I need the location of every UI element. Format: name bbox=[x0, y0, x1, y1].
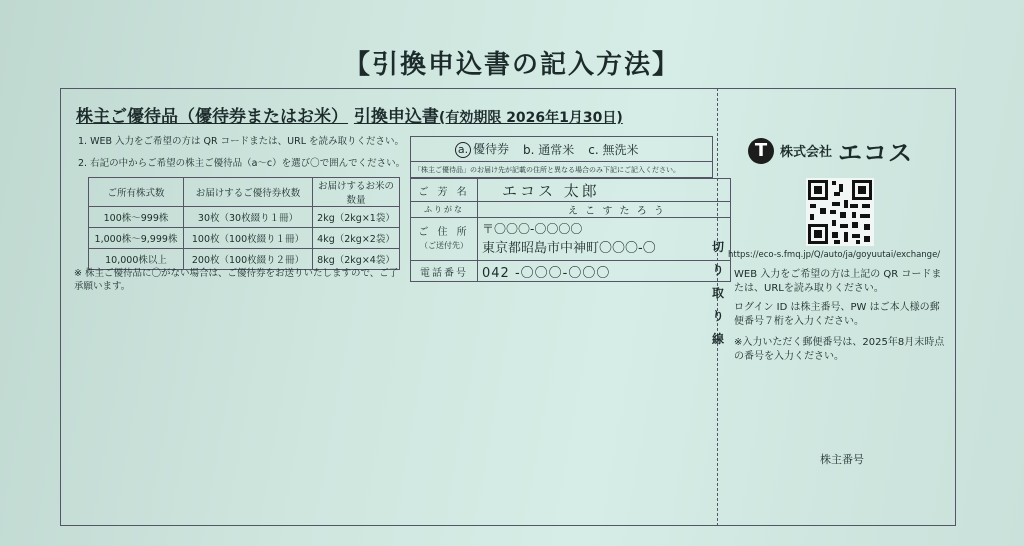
table-cell: 8kg（2kg×4袋） bbox=[313, 249, 400, 270]
table-row bbox=[89, 207, 400, 228]
page-title: 【引換申込書の記入方法】 bbox=[343, 50, 680, 80]
table-header: ご所有株式数 bbox=[89, 178, 184, 207]
address-label: ご 住 所 bbox=[418, 227, 470, 238]
instruction-1: 1. WEB 入力をご希望の方は QR コードまたは、URL を読み取りください。 bbox=[78, 136, 405, 147]
table-cell: 1,000株〜9,999株 bbox=[89, 228, 184, 249]
company-type: 株式会社 bbox=[780, 145, 833, 160]
table-cell: 30枚（30枚綴り１冊） bbox=[184, 207, 313, 228]
selected-circle: a. bbox=[455, 142, 471, 158]
table-cell: 4kg（2kg×2袋） bbox=[313, 228, 400, 249]
brand bbox=[748, 133, 913, 168]
name-value[interactable]: エコス 太郎 bbox=[478, 179, 731, 202]
address-value: 東京都昭島市中神町〇〇〇-〇 bbox=[482, 241, 656, 256]
postal-code: 〒〇〇〇-〇〇〇〇 bbox=[482, 222, 583, 236]
reward-table bbox=[88, 177, 400, 270]
table-header: お届けするご優待券枚数 bbox=[184, 178, 313, 207]
cut-char: 線 bbox=[711, 332, 724, 346]
shareholder-number-label: 株主番号 bbox=[820, 453, 864, 466]
entry-form bbox=[410, 178, 731, 282]
name-row bbox=[411, 179, 731, 202]
table-row bbox=[89, 228, 400, 249]
table-cell: 200枚（100枚綴り２冊） bbox=[184, 249, 313, 270]
option-box bbox=[410, 136, 713, 162]
option-a-label: 優待券 bbox=[473, 142, 510, 156]
cut-char: 切 bbox=[711, 240, 724, 254]
cut-char: 取 bbox=[711, 286, 724, 300]
ecos-logo-icon: T bbox=[748, 138, 774, 164]
option-c[interactable]: c. 無洗米 bbox=[588, 142, 639, 157]
instruction-2: 2. 右記の中からご希望の株主ご優待品（a〜c）を選び〇で囲んでください。 bbox=[78, 158, 406, 169]
phone-value[interactable]: 042 -〇〇〇-〇〇〇 bbox=[478, 261, 731, 282]
address-row bbox=[411, 218, 731, 261]
option-b[interactable]: b. 通常米 bbox=[523, 142, 575, 157]
note: ※ 株主ご優待品に〇がない場合は、ご優待券をお送りいたしますので、ご了承願います。 bbox=[74, 268, 399, 292]
phone-row bbox=[411, 261, 731, 282]
postal-instruction: ※入力いただく郵便番号は、2025年8月末時点の番号を入力ください。 bbox=[734, 337, 945, 362]
table-cell: 2kg（2kg×1袋） bbox=[313, 207, 400, 228]
heading-form: 引換申込書 bbox=[353, 107, 439, 127]
qr-code-icon[interactable] bbox=[806, 178, 874, 246]
address-sub: （ご送付先） bbox=[420, 241, 468, 250]
web-instruction: WEB 入力をご希望の方は上記の QR コードまたは、URLを読み取りください。 bbox=[734, 269, 942, 294]
table-cell: 100株〜999株 bbox=[89, 207, 184, 228]
shipping-note: 「株主ご優待品」のお届け先が記載の住所と異なる場合のみ下記にご記入ください。 bbox=[410, 162, 713, 178]
form-heading bbox=[76, 102, 623, 127]
name-label: ご 芳 名 bbox=[411, 179, 478, 202]
heading-main: 株主ご優待品（優待券またはお米） bbox=[76, 107, 348, 127]
furigana-label: ふりがな bbox=[411, 202, 478, 218]
exchange-url[interactable]: https://eco-s.fmq.jp/Q/auto/ja/goyuutai/exchange/ bbox=[728, 250, 941, 260]
cut-char: り bbox=[711, 263, 724, 277]
phone-label: 電話番号 bbox=[411, 261, 478, 282]
furigana-value[interactable]: え こ す た ろ う bbox=[478, 202, 731, 218]
option-a[interactable] bbox=[455, 140, 509, 158]
table-header: お届けするお米の数量 bbox=[313, 178, 400, 207]
cut-char: り bbox=[711, 309, 724, 323]
furigana-row bbox=[411, 202, 731, 218]
address-label-cell bbox=[411, 218, 478, 261]
heading-validity: (有効期限 2026年1月30日) bbox=[438, 110, 623, 126]
brand-name: エコス bbox=[838, 139, 914, 167]
table-cell: 100枚（100枚綴り１冊） bbox=[184, 228, 313, 249]
table-header-row bbox=[89, 178, 400, 207]
table-cell: 10,000株以上 bbox=[89, 249, 184, 270]
address-cell[interactable] bbox=[478, 218, 731, 261]
login-instruction: ログイン ID は株主番号、PW はご本人様の郵便番号７桁を入力ください。 bbox=[734, 302, 940, 327]
